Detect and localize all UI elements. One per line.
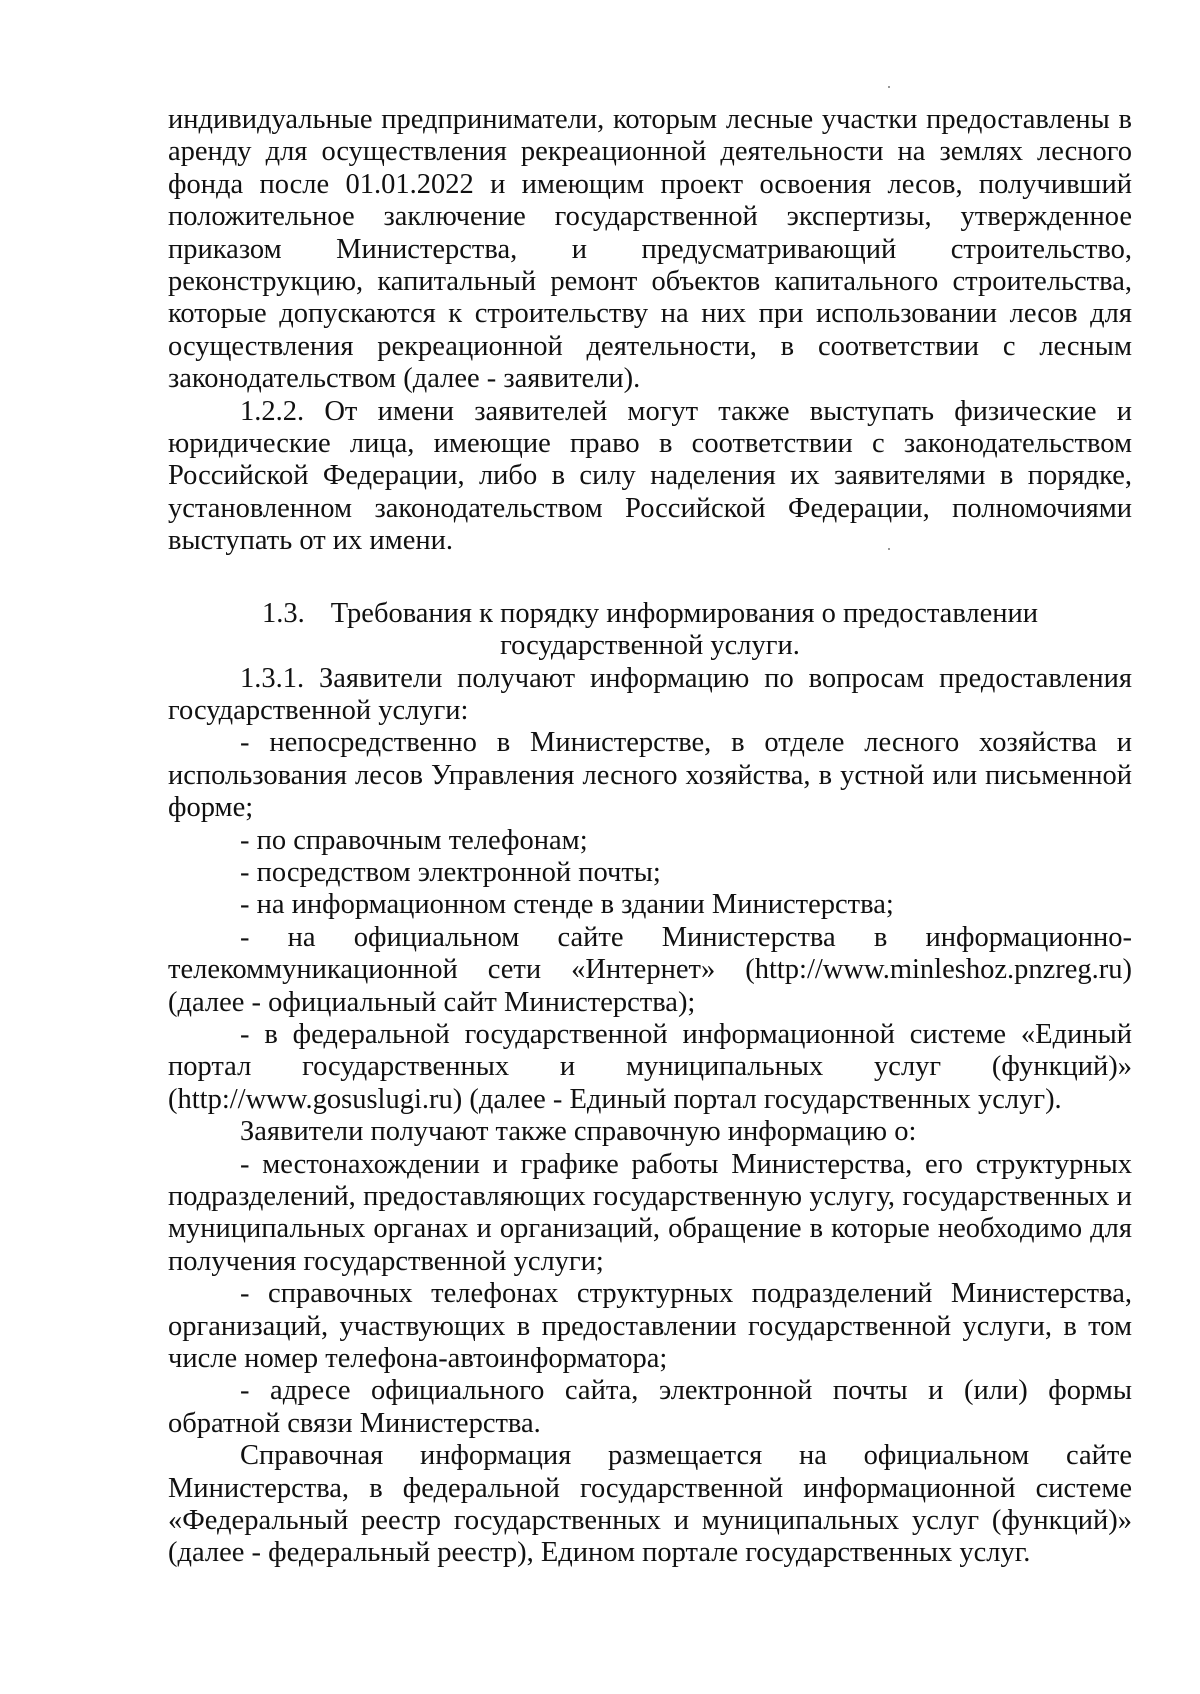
list-item-email: - посредством электронной почты;	[240, 856, 661, 888]
section-number: 1.3.	[261, 597, 305, 629]
document-page	[168, 104, 1132, 1570]
list-item-site-address: - адресе официального сайта, электронной почты и (или) формы обратной связи Министерства.	[168, 1375, 1132, 1439]
paragraph-reference-info: Заявители получают также справочную информацию о:	[240, 1116, 917, 1148]
list-item-official-site: - на официальном сайте Министерства в информационно-телекоммуникационной сети «Интернет» (http://www.minleshoz.pnzreg.ru) (далее - официальный сайт Министерства);	[168, 921, 1132, 1018]
list-item-stand: - на информационном стенде в здании Министерства;	[240, 889, 894, 921]
list-item-ministry: - непосредственно в Министерстве, в отделе лесного хозяйства и использования лесов Управления лесного хозяйства, в устной или письменной форме;	[168, 727, 1132, 824]
paragraph-1-3-1: 1.3.1. Заявители получают информацию по вопросам предоставления государственной услуги:	[168, 662, 1132, 726]
list-item-reference-phones: - справочных телефонах структурных подразделений Министерства, организаций, участвующих в предоставлении государственной услуги, в том числе номер телефона-автоинформатора;	[168, 1278, 1132, 1375]
list-item-location: - местонахождении и графике работы Министерства, его структурных подразделений, предоставляющих государственную услугу, государственных и муниципальных органах и организаций, обращение в которые необходимо для получения государственной услуги;	[168, 1148, 1132, 1277]
section-title-line1: Требования к порядку информирования о предоставлении	[330, 597, 1039, 629]
list-item-gosuslugi: - в федеральной государственной информационной системе «Единый портал государственных и муниципальных услуг (функций)» (http://www.gosuslugi.ru) (далее - Единый портал государственных услуг).	[168, 1018, 1132, 1115]
spacer	[168, 558, 1132, 598]
paragraph-reference-placement: Справочная информация размещается на официальном сайте Министерства, в федеральной государственной информационной системе «Федеральный реестр государственных и муниципальных услуг (функций)» (далее - федеральный реестр), Едином портале государственных услуг.	[168, 1440, 1132, 1569]
scan-speck	[888, 86, 890, 88]
paragraph-1-2-2: 1.2.2. От имени заявителей могут также выступать физические и юридические лица, имеющие право в соответствии с законодательством Российской Федерации, либо в силу наделения их заявителями в порядке, установленном законодательством Российской Федерации, полномочиями выступать от их имени.	[168, 395, 1132, 557]
section-title-line2: государственной услуги.	[500, 630, 800, 662]
section-heading-1-3	[168, 598, 1132, 663]
list-item-phones: - по справочным телефонам;	[240, 824, 588, 856]
paragraph-applicants-continued: индивидуальные предприниматели, которым лесные участки предоставлены в аренду для осуществления рекреационной деятельности на землях лесного фонда после 01.01.2022 и имеющим проект освоения лесов, получивший положительное заключение государственной экспертизы, утвержденное приказом Министерства, и предусматривающий строительство, реконструкцию, капитальный ремонт объектов капитального строительства, которые допускаются к строительству на них при использовании лесов для осуществления рекреационной деятельности, в соответствии с лесным законодательством (далее - заявители).	[168, 104, 1132, 395]
